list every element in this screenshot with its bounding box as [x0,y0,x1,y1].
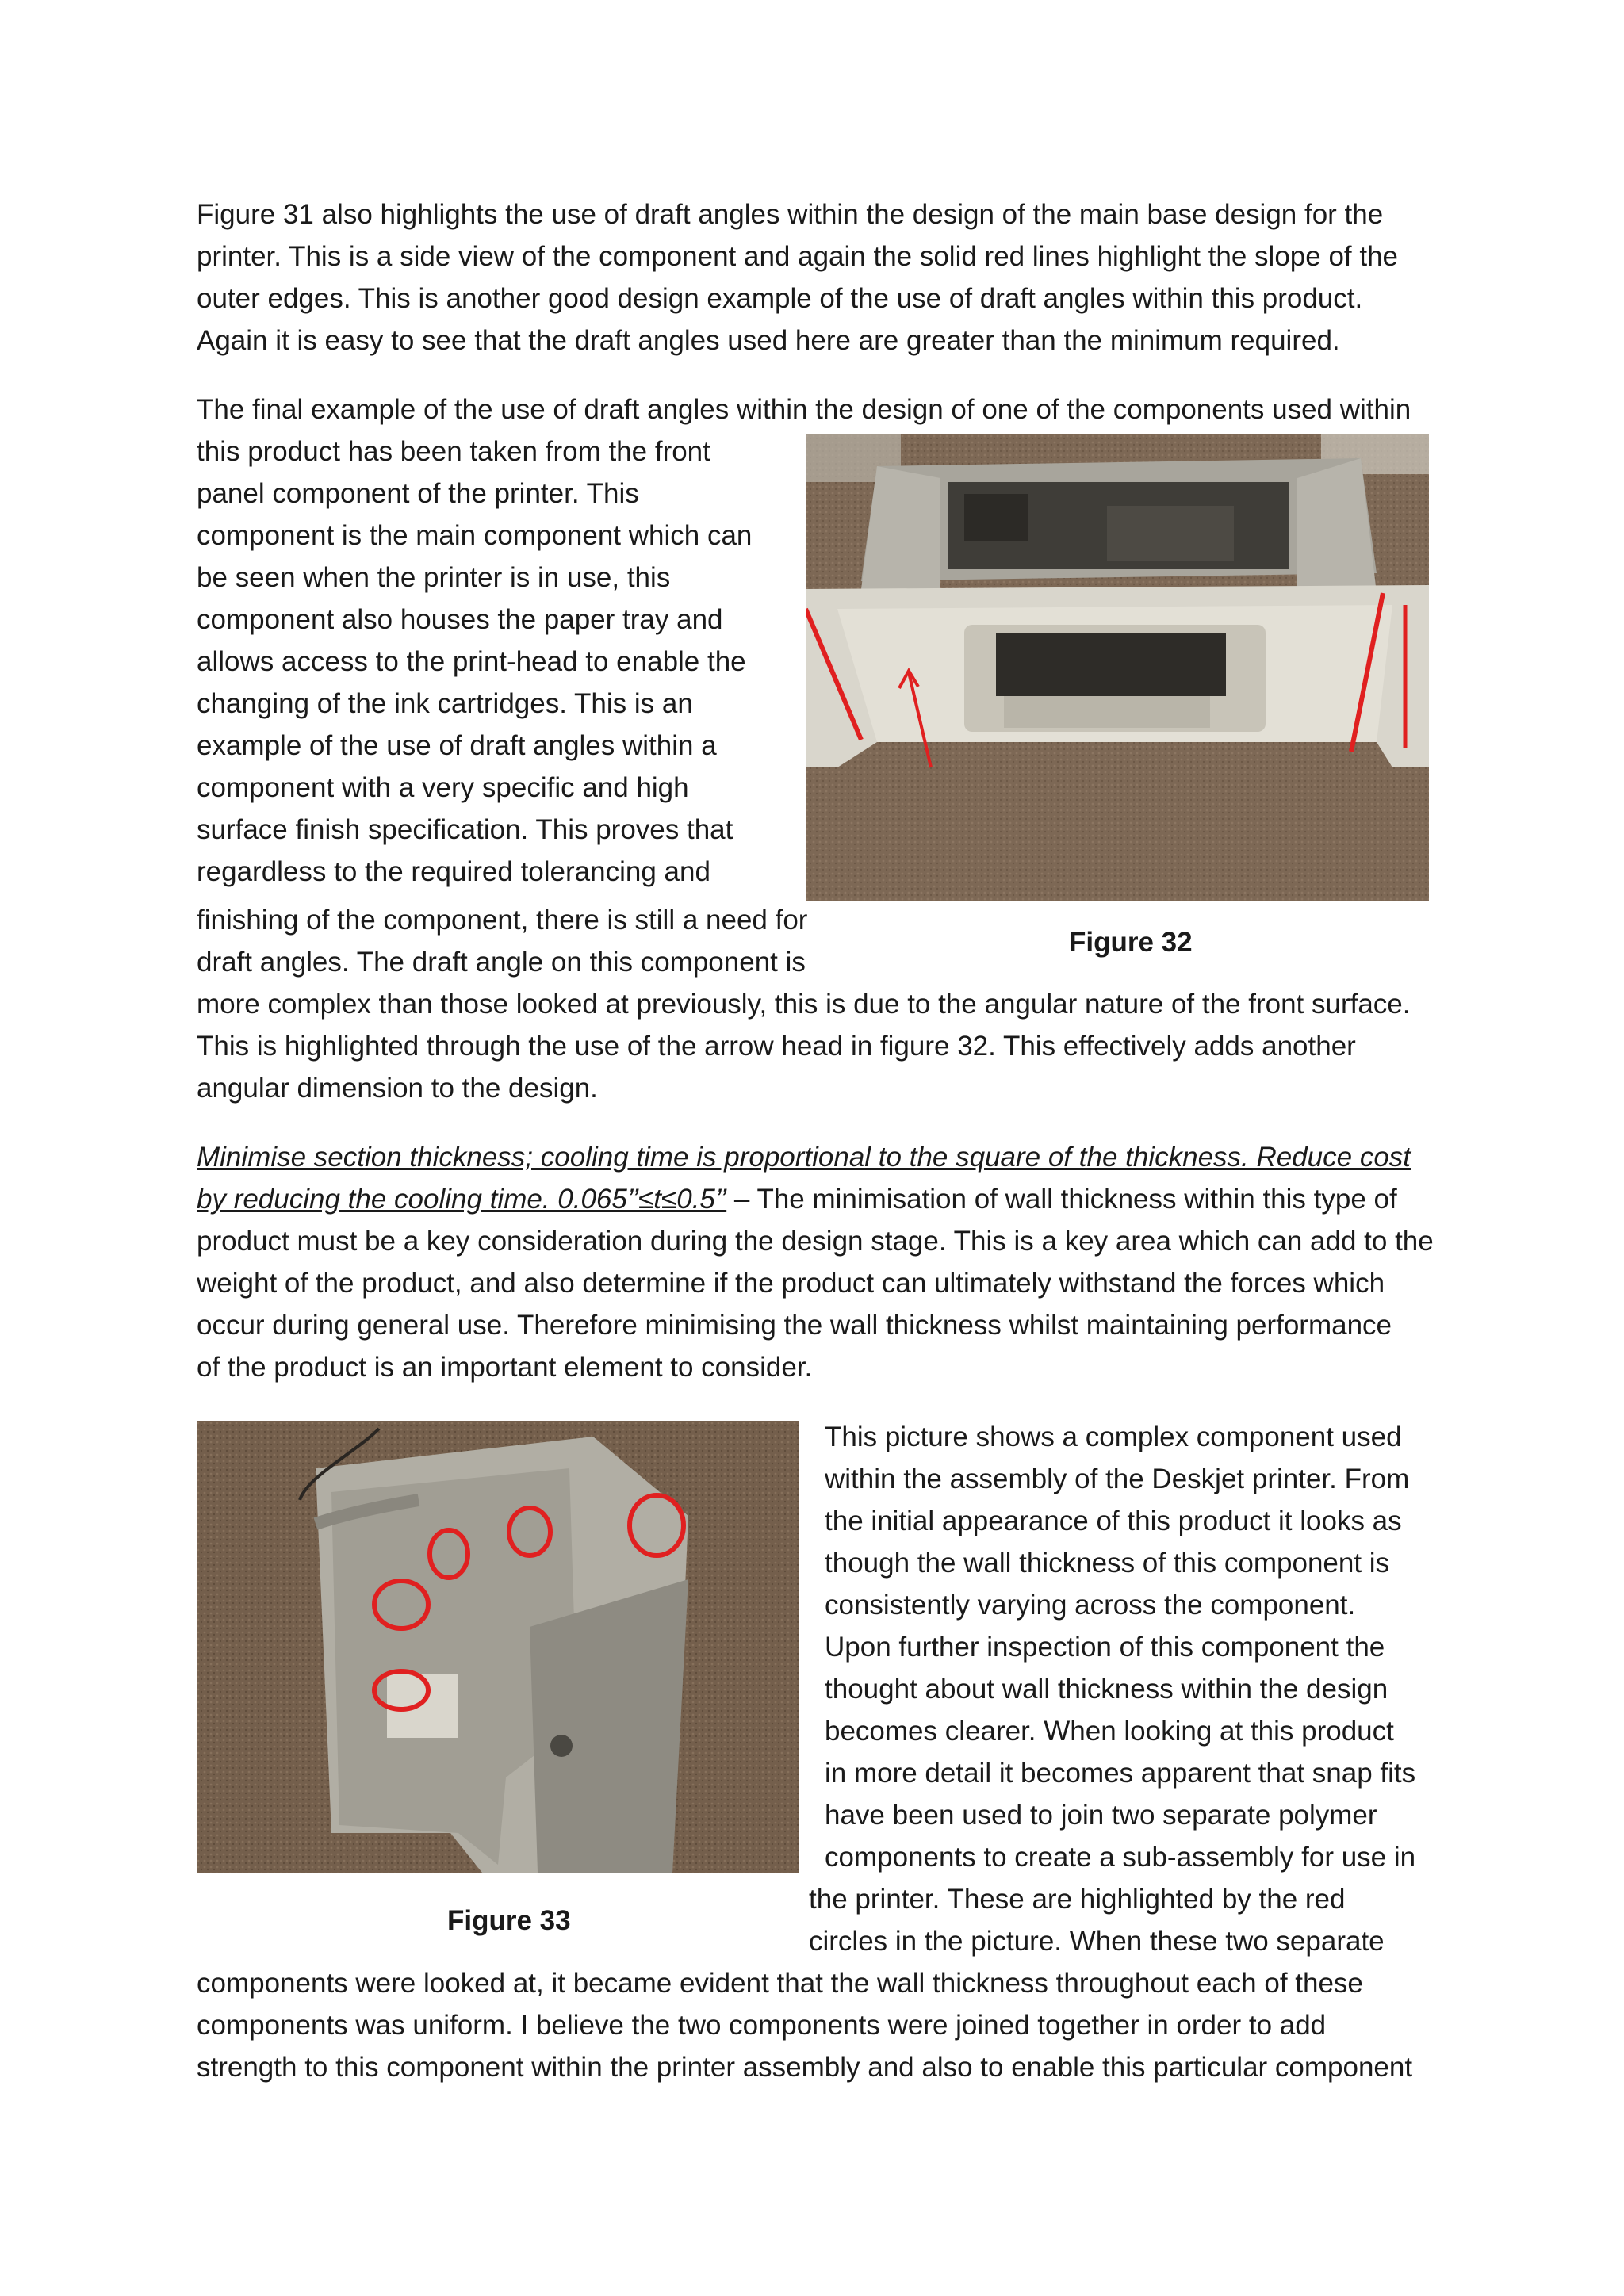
text-line: draft angles. The draft angle on this component is [197,947,806,978]
text-line: this product has been taken from the front [197,436,710,467]
text-line: be seen when the printer is in use, this [197,562,671,593]
text-line: the initial appearance of this product it looks as [825,1506,1402,1536]
text-line: within the assembly of the Deskjet printer. From [825,1464,1410,1494]
text-line: component is the main component which can [197,520,753,551]
text-line: printer. This is a side view of the component and again the solid red lines highlight the slope of the [197,241,1399,272]
text-line: thought about wall thickness within the design [825,1674,1388,1705]
section-heading: Minimise section thickness; cooling time is proportional to the square of the thickness. Reduce cost [197,1142,1411,1173]
text-line: in more detail it becomes apparent that snap fits [825,1758,1416,1789]
text-line: allows access to the print-head to enable the [197,646,746,677]
text-line: components was uniform. I believe the two components were joined together in order to add [197,2010,1327,2041]
text-line: outer edges. This is another good design example of the use of draft angles within this product. [197,283,1363,314]
text-line: the printer. These are highlighted by the red [809,1884,1346,1915]
text-line: surface finish specification. This proves that [197,814,733,845]
figure-33-caption: Figure 33 [447,1905,571,1936]
text-line: changing of the ink cartridges. This is an [197,688,693,719]
text-line: components to create a sub-assembly for use in [825,1842,1416,1873]
text-line: This is highlighted through the use of the arrow head in figure 32. This effectively adds another [197,1031,1356,1062]
text-line: of the product is an important element to consider. [197,1352,813,1383]
text-line: finishing of the component, there is still a need for [197,905,808,936]
text-line: more complex than those looked at previously, this is due to the angular nature of the front surface. [197,989,1411,1020]
text-line: consistently varying across the component. [825,1590,1356,1621]
text-line: circles in the picture. When these two separate [809,1926,1385,1957]
text-line [197,1178,1397,1220]
section-heading-continued: by reducing the cooling time. 0.065’’≤t≤0.5’’ [197,1184,727,1215]
text-line: Figure 31 also highlights the use of draft angles within the design of the main base design for the [197,199,1384,230]
figure-33-photo [197,1421,799,1873]
text-line: The final example of the use of draft angles within the design of one of the components used within [197,394,1411,425]
text-span: – The minimisation of wall thickness within this type of [726,1184,1397,1215]
text-line: becomes clearer. When looking at this product [825,1716,1394,1747]
text-line: This picture shows a complex component used [825,1422,1402,1452]
figure-32-caption: Figure 32 [1069,927,1193,958]
text-line: regardless to the required tolerancing and [197,856,710,887]
text-line: angular dimension to the design. [197,1073,598,1104]
text-line: Again it is easy to see that the draft angles used here are greater than the minimum required. [197,325,1340,356]
text-line: have been used to join two separate polymer [825,1800,1377,1831]
text-line: Upon further inspection of this component the [825,1632,1385,1663]
text-line: weight of the product, and also determine if the product can ultimately withstand the forces which [197,1268,1385,1299]
text-line: product must be a key consideration during the design stage. This is a key area which can add to the [197,1226,1434,1257]
text-line: component also houses the paper tray and [197,604,723,635]
text-line: strength to this component within the printer assembly and also to enable this particular component [197,2052,1413,2083]
text-line: component with a very specific and high [197,772,689,803]
text-line: panel component of the printer. This [197,478,639,509]
text-line: example of the use of draft angles within a [197,730,717,761]
text-line: occur during general use. Therefore minimising the wall thickness whilst maintaining performance [197,1310,1392,1341]
text-line: though the wall thickness of this component is [825,1548,1390,1578]
text-line: components were looked at, it became evident that the wall thickness throughout each of these [197,1968,1363,1999]
figure-32-photo [806,434,1429,901]
